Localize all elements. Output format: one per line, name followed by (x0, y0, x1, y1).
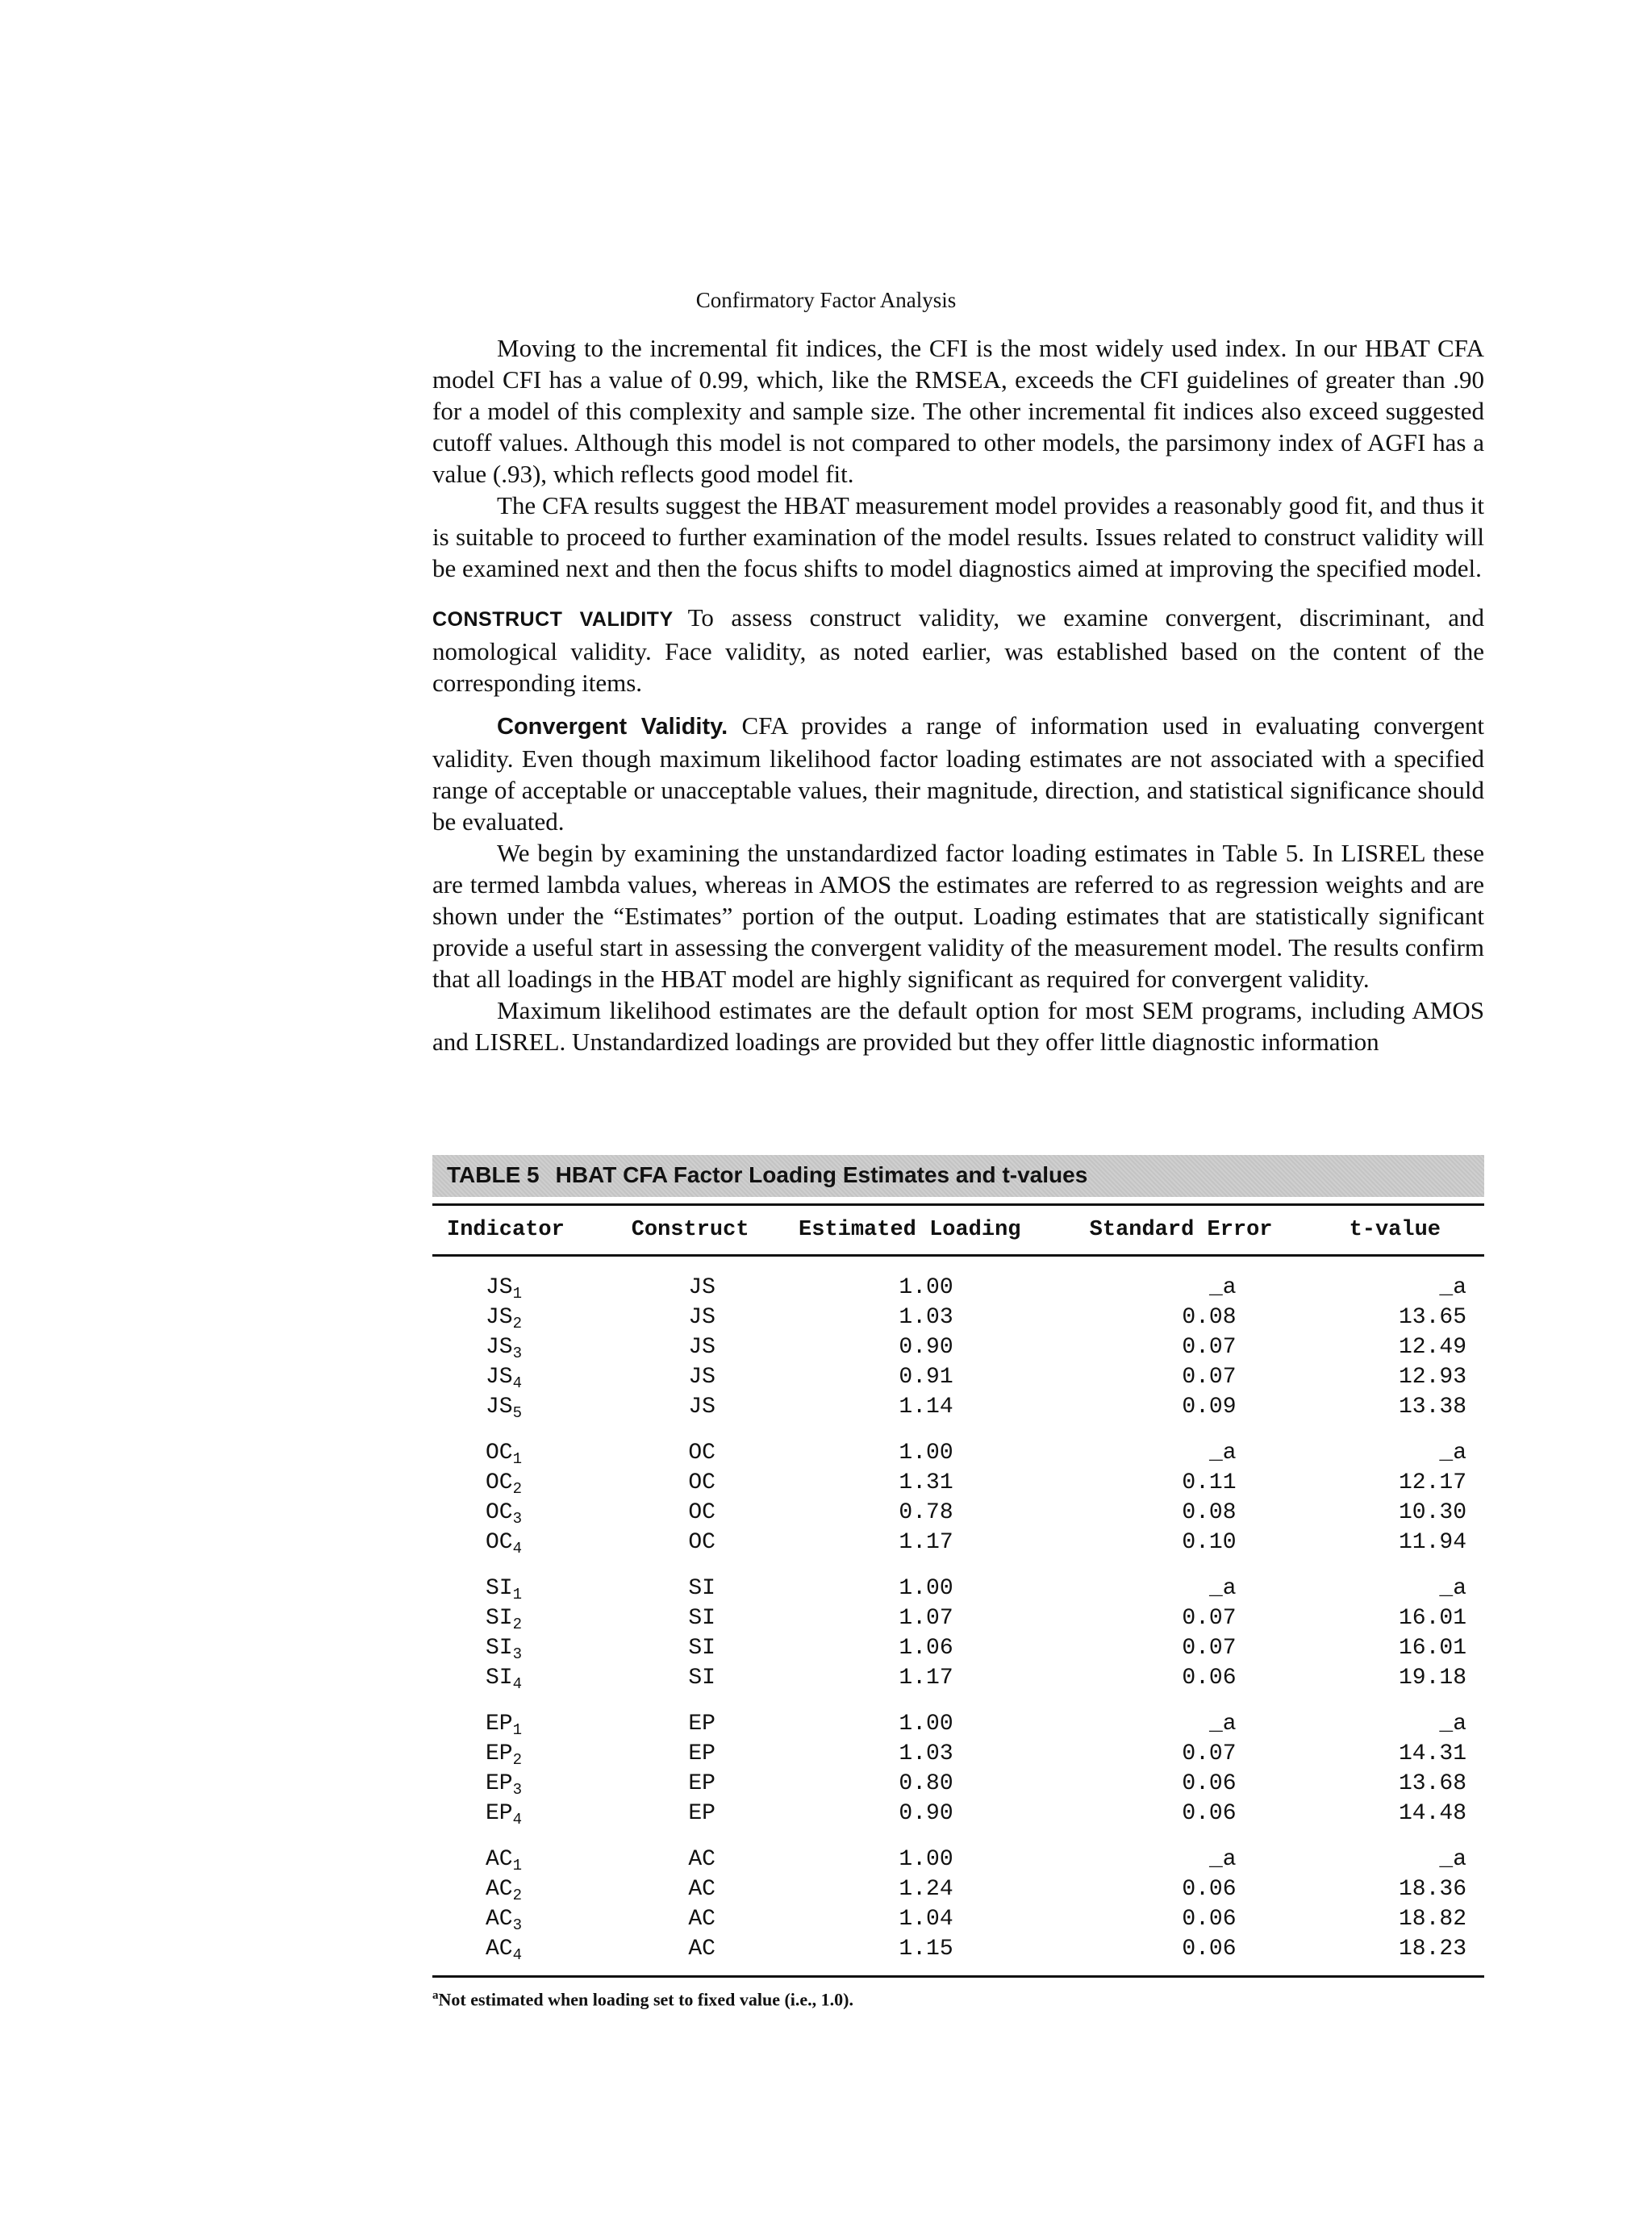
estimated-loading-cell: 1.00 (899, 1441, 953, 1466)
indicator-cell (432, 1739, 617, 1769)
estimated-loading-cell: 1.07 (899, 1606, 953, 1631)
t-value-cell: 19.18 (1398, 1666, 1466, 1691)
indicator-cell (432, 1498, 617, 1528)
indicator-subscript: 1 (512, 1857, 523, 1874)
t-value-cell: 12.93 (1398, 1365, 1466, 1390)
indicator-cell (432, 1422, 617, 1468)
indicator-cell (432, 1874, 617, 1904)
estimated-loading-cell: 1.17 (899, 1530, 953, 1555)
standard-error-cell: _a (1208, 1576, 1237, 1601)
paragraph-incremental-fit: Moving to the incremental fit indices, the CFI is the most widely used index. In our HBAT CFA model CFI has a value of 0.99, which, like the RMSEA, exceeds the CFI guidelines of greater than .90 for a model of this complexity and sample size. The other incremental fit indices also exceed suggested cutoff values. Although this model is not compared to other models, the parsimony index of AGFI has a value (.93), which reflects good model fit. (432, 334, 1484, 488)
table-row (432, 1828, 1484, 1874)
standard-error-cell: _a (1208, 1712, 1237, 1737)
standard-error-cell: 0.07 (1182, 1636, 1237, 1661)
footnote-mark: a (432, 1989, 439, 2002)
estimated-loading-cell: 1.14 (899, 1395, 953, 1420)
table-row (432, 1934, 1484, 1977)
standard-error-cell: 0.06 (1182, 1801, 1237, 1826)
table-row (432, 1468, 1484, 1498)
estimated-loading-cell: 1.00 (899, 1712, 953, 1737)
estimated-loading-cell: 1.04 (899, 1907, 953, 1932)
construct-cell: OC (688, 1500, 715, 1525)
indicator-code: OC (486, 1441, 513, 1466)
table-row (432, 1904, 1484, 1934)
indicator-cell (432, 1799, 617, 1828)
estimated-loading-cell: 0.91 (899, 1365, 953, 1390)
indicator-subscript: 2 (512, 1887, 523, 1904)
estimated-loading-cell: 1.24 (899, 1877, 953, 1902)
indicator-subscript: 4 (512, 1374, 523, 1392)
t-value-cell: 13.68 (1398, 1771, 1466, 1796)
header-estimated-loading: Estimated Loading (799, 1218, 1021, 1242)
indicator-code: SI (486, 1636, 513, 1661)
indicator-cell (432, 1769, 617, 1799)
standard-error-cell: 0.07 (1182, 1606, 1237, 1631)
construct-validity-heading: CONSTRUCT VALIDITY (432, 608, 674, 631)
construct-cell: EP (688, 1741, 715, 1766)
estimated-loading-cell: 0.90 (899, 1801, 953, 1826)
indicator-code: EP (486, 1741, 513, 1766)
header-standard-error: Standard Error (1089, 1218, 1273, 1242)
standard-error-cell: _a (1208, 1275, 1237, 1300)
estimated-loading-cell: 1.31 (899, 1470, 953, 1495)
header-indicator: Indicator (447, 1218, 565, 1242)
indicator-subscript: 3 (512, 1916, 523, 1934)
table-5 (432, 1155, 1484, 2010)
standard-error-cell: 0.06 (1182, 1666, 1237, 1691)
indicator-subscript: 2 (512, 1616, 523, 1633)
indicator-cell (432, 1332, 617, 1362)
indicator-cell (432, 1557, 617, 1603)
paragraph-cfa-results: The CFA results suggest the HBAT measurement model provides a reasonably good fit, and thus it is suitable to proceed to further examination of the model results. Issues related to construct validity will be examined next and then the focus shifts to model diagnostics aimed at improving the specified model. (432, 491, 1484, 582)
t-value-cell: 12.17 (1398, 1470, 1466, 1495)
group-si (432, 1557, 1484, 1693)
estimated-loading-cell: 0.78 (899, 1500, 953, 1525)
estimated-loading-cell: 1.00 (899, 1576, 953, 1601)
construct-cell: AC (688, 1907, 715, 1932)
t-value-cell: 14.31 (1398, 1741, 1466, 1766)
construct-cell: AC (617, 1934, 763, 1977)
paragraph-unstandardized: We begin by examining the unstandardized factor loading estimates in Table 5. In LISREL these are termed lambda values, whereas in AMOS the estimates are referred to as regression weights and are shown under the “Estimates” portion of the output. Loading estimates that are statistically significant provide a useful start in assessing the convergent validity of the measurement model. The results confirm that all loadings in the HBAT model are highly significant as required for convergent validity. (432, 839, 1484, 993)
estimated-loading-cell: 1.15 (763, 1934, 1057, 1977)
estimated-loading-cell: 0.90 (899, 1335, 953, 1360)
t-value-cell: _a (1439, 1275, 1466, 1300)
group-oc (432, 1422, 1484, 1557)
t-value-cell: 14.48 (1398, 1801, 1466, 1826)
indicator-cell (432, 1303, 617, 1332)
indicator-cell (432, 1392, 617, 1422)
table-row (432, 1633, 1484, 1663)
indicator-subscript: 2 (512, 1315, 523, 1332)
estimated-loading-cell: 0.80 (899, 1771, 953, 1796)
indicator-code: EP (486, 1771, 513, 1796)
standard-error-cell: 0.07 (1182, 1365, 1237, 1390)
t-value-cell: 16.01 (1398, 1606, 1466, 1631)
standard-error-cell: 0.11 (1182, 1470, 1237, 1495)
table-row (432, 1557, 1484, 1603)
table-row (432, 1256, 1484, 1303)
t-value-cell: 12.49 (1398, 1335, 1466, 1360)
table-row (432, 1693, 1484, 1739)
t-value-cell: _a (1439, 1847, 1466, 1872)
t-value-cell: _a (1439, 1576, 1466, 1601)
group-ep (432, 1693, 1484, 1828)
indicator-code: AC (486, 1847, 513, 1872)
table-title: HBAT CFA Factor Loading Estimates and t-values (555, 1162, 1088, 1187)
indicator-cell (432, 1828, 617, 1874)
indicator-subscript: 3 (512, 1781, 523, 1799)
standard-error-cell: 0.06 (1182, 1877, 1237, 1902)
t-value-cell: 13.65 (1398, 1305, 1466, 1330)
t-value-cell: 18.23 (1306, 1934, 1484, 1977)
estimated-loading-cell: 1.17 (899, 1666, 953, 1691)
table-row (432, 1663, 1484, 1693)
indicator-subscript: 2 (512, 1480, 523, 1498)
estimated-loading-cell: 1.00 (899, 1275, 953, 1300)
indicator-cell (432, 1693, 617, 1739)
estimated-loading-cell: 1.06 (899, 1636, 953, 1661)
standard-error-cell: 0.08 (1182, 1500, 1237, 1525)
indicator-code: JS (486, 1365, 513, 1390)
indicator-subscript: 1 (512, 1586, 523, 1603)
t-value-cell: 18.36 (1398, 1877, 1466, 1902)
indicator-cell (432, 1904, 617, 1934)
construct-cell: OC (688, 1441, 715, 1466)
table-row (432, 1528, 1484, 1557)
indicator-cell (432, 1528, 617, 1557)
standard-error-cell: 0.06 (1182, 1771, 1237, 1796)
indicator-code: SI (486, 1576, 513, 1601)
indicator-subscript: 3 (512, 1345, 523, 1362)
construct-cell: SI (688, 1666, 715, 1691)
indicator-subscript: 4 (512, 1946, 523, 1964)
table-row (432, 1769, 1484, 1799)
construct-cell: JS (688, 1275, 715, 1300)
paragraph-convergent-validity (432, 710, 1484, 837)
indicator-cell (432, 1633, 617, 1663)
indicator-code: AC (486, 1907, 513, 1932)
table-row (432, 1303, 1484, 1332)
indicator-subscript: 4 (512, 1811, 523, 1828)
construct-cell: OC (688, 1470, 715, 1495)
construct-cell: SI (688, 1606, 715, 1631)
indicator-code: EP (486, 1801, 513, 1826)
table-header-row (432, 1205, 1484, 1256)
indicator-code: JS (486, 1395, 513, 1420)
construct-cell: JS (688, 1365, 715, 1390)
group-js (432, 1256, 1484, 1423)
construct-cell: JS (688, 1305, 715, 1330)
construct-cell: JS (688, 1335, 715, 1360)
construct-cell: AC (688, 1877, 715, 1902)
group-ac (432, 1828, 1484, 1977)
indicator-cell (432, 1468, 617, 1498)
indicator-code: OC (486, 1500, 513, 1525)
indicator-subscript: 4 (512, 1540, 523, 1557)
indicator-subscript: 1 (512, 1285, 523, 1303)
table-row (432, 1332, 1484, 1362)
table-row (432, 1498, 1484, 1528)
table-title-bar (432, 1155, 1484, 1197)
paragraph-ml-estimates: Maximum likelihood estimates are the default option for most SEM programs, including AMOS and LISREL. Unstandardized loadings are provided but they offer little diagnostic information (432, 996, 1484, 1056)
indicator-subscript: 5 (512, 1404, 523, 1422)
construct-cell: SI (688, 1576, 715, 1601)
indicator-code: JS (486, 1335, 513, 1360)
table-row (432, 1422, 1484, 1468)
construct-cell: JS (688, 1395, 715, 1420)
construct-validity-text: To assess construct validity, we examine convergent, discriminant, and nomological validity. Face validity, as noted earlier, was established based on the content of the corresponding items. (432, 603, 1484, 697)
indicator-subscript: 2 (512, 1751, 523, 1769)
paragraph-construct-validity (432, 602, 1484, 698)
indicator-cell (432, 1934, 617, 1977)
indicator-code: SI (486, 1606, 513, 1631)
t-value-cell: 16.01 (1398, 1636, 1466, 1661)
indicator-code: SI (486, 1666, 513, 1691)
t-value-cell: _a (1439, 1712, 1466, 1737)
loading-estimates-table (432, 1203, 1484, 1978)
construct-cell: EP (688, 1801, 715, 1826)
indicator-subscript: 1 (512, 1721, 523, 1739)
standard-error-cell: 0.06 (1182, 1907, 1237, 1932)
t-value-cell: _a (1439, 1441, 1466, 1466)
table-row (432, 1799, 1484, 1828)
indicator-code: EP (486, 1712, 513, 1737)
standard-error-cell: 0.07 (1182, 1741, 1237, 1766)
indicator-code: JS (486, 1275, 513, 1300)
standard-error-cell: 0.07 (1182, 1335, 1237, 1360)
header-construct: Construct (631, 1218, 749, 1242)
indicator-subscript: 4 (512, 1675, 523, 1693)
indicator-cell (432, 1362, 617, 1392)
indicator-subscript: 3 (512, 1510, 523, 1528)
footnote-text: Not estimated when loading set to fixed value (i.e., 1.0). (438, 1989, 854, 2010)
construct-cell: OC (688, 1530, 715, 1555)
table-row (432, 1392, 1484, 1422)
estimated-loading-cell: 1.03 (899, 1305, 953, 1330)
estimated-loading-cell: 1.00 (899, 1847, 953, 1872)
t-value-cell: 11.94 (1398, 1530, 1466, 1555)
convergent-validity-heading: Convergent Validity. (497, 714, 728, 740)
indicator-subscript: 3 (512, 1645, 523, 1663)
header-t-value: t-value (1349, 1218, 1441, 1242)
t-value-cell: 13.38 (1398, 1395, 1466, 1420)
construct-cell: AC (688, 1847, 715, 1872)
construct-cell: EP (688, 1771, 715, 1796)
estimated-loading-cell: 1.03 (899, 1741, 953, 1766)
t-value-cell: 10.30 (1398, 1500, 1466, 1525)
standard-error-cell: 0.08 (1182, 1305, 1237, 1330)
standard-error-cell: 0.06 (1057, 1934, 1306, 1977)
indicator-cell (432, 1663, 617, 1693)
indicator-code: OC (486, 1530, 513, 1555)
indicator-subscript: 1 (512, 1450, 523, 1468)
indicator-code: AC (486, 1877, 513, 1902)
t-value-cell: 18.82 (1398, 1907, 1466, 1932)
indicator-code: OC (486, 1470, 513, 1495)
table-footnote (432, 1989, 1484, 2010)
construct-cell: SI (688, 1636, 715, 1661)
standard-error-cell: _a (1208, 1847, 1237, 1872)
construct-cell: EP (688, 1712, 715, 1737)
standard-error-cell: 0.10 (1182, 1530, 1237, 1555)
running-head: Confirmatory Factor Analysis (695, 288, 957, 312)
table-number: TABLE 5 (447, 1162, 540, 1187)
indicator-cell (432, 1256, 617, 1303)
table-row (432, 1739, 1484, 1769)
standard-error-cell: _a (1208, 1441, 1237, 1466)
table-row (432, 1874, 1484, 1904)
table-row (432, 1603, 1484, 1633)
indicator-code: AC (486, 1937, 513, 1962)
standard-error-cell: 0.09 (1182, 1395, 1237, 1420)
table-row (432, 1362, 1484, 1392)
indicator-cell (432, 1603, 617, 1633)
indicator-code: JS (486, 1305, 513, 1330)
convergent-validity-text: CFA provides a range of information used in evaluating convergent validity. Even though maximum likelihood factor loading estimates are not associated with a specified range of acceptable or unacceptable values, their magnitude, direction, and statistical significance should be evaluated. (432, 711, 1484, 836)
body-text (432, 332, 1484, 1057)
